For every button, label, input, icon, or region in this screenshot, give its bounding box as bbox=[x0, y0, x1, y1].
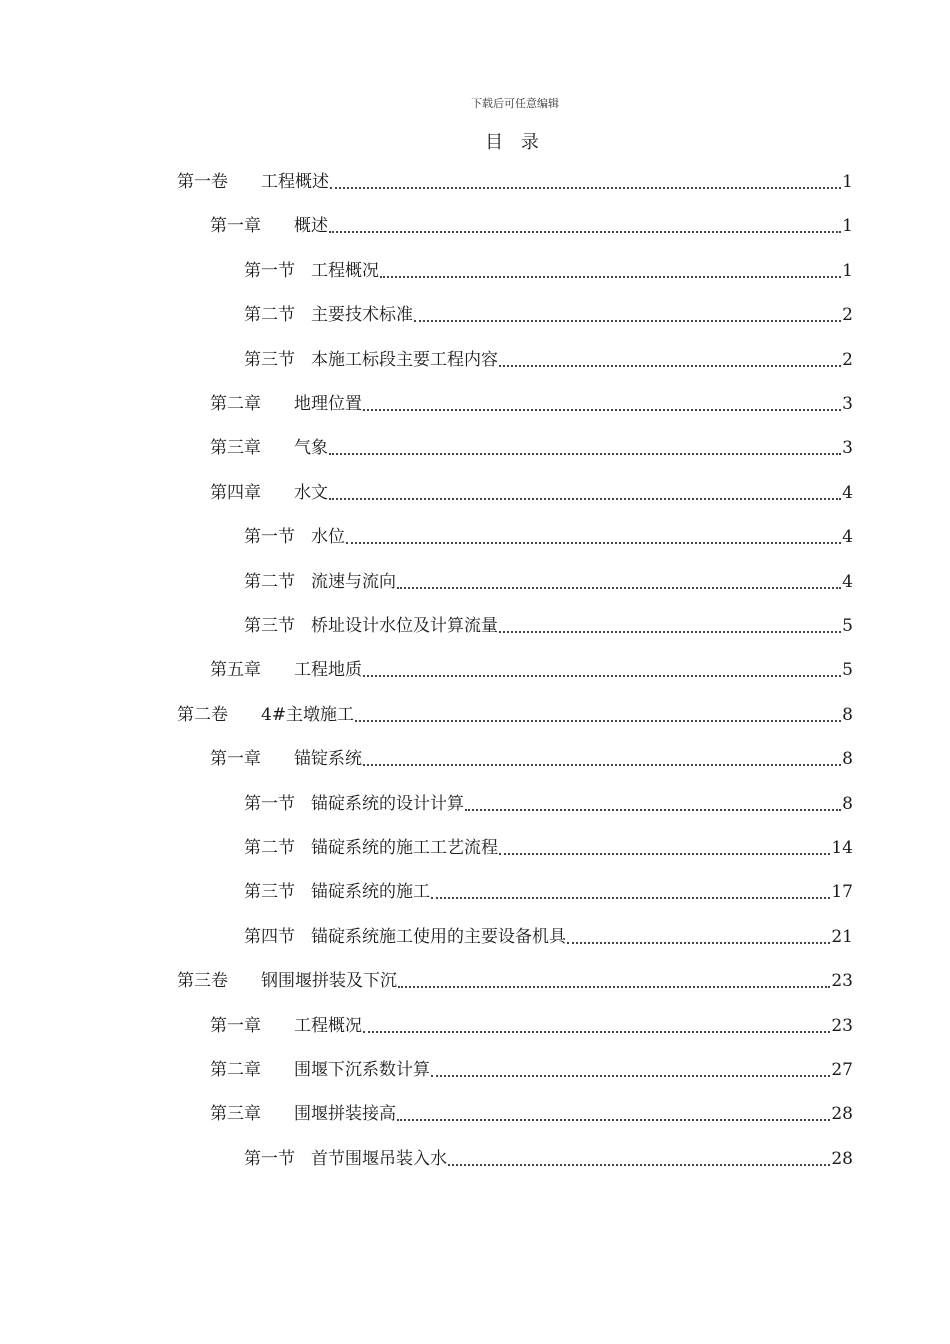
dot-leader bbox=[329, 498, 841, 500]
toc-entry-page: 17 bbox=[831, 882, 853, 903]
toc-entry-title: 水文 bbox=[294, 482, 328, 503]
toc-entry-number: 第一节 bbox=[244, 1148, 295, 1169]
toc-entry-number: 第三节 bbox=[244, 349, 295, 370]
toc-entry-number: 第一节 bbox=[244, 527, 295, 548]
dot-leader bbox=[330, 187, 841, 189]
toc-entry-number: 第一章 bbox=[210, 1015, 261, 1036]
toc-entry-page: 21 bbox=[831, 926, 853, 947]
toc-entry-page: 3 bbox=[842, 394, 853, 414]
toc-entry-number: 第三节 bbox=[244, 882, 295, 903]
dot-leader bbox=[499, 365, 841, 367]
toc-entry-number: 第一节 bbox=[244, 260, 295, 281]
toc-entry-page: 8 bbox=[842, 749, 853, 770]
dot-leader bbox=[431, 1075, 830, 1077]
toc-entry-number: 第二章 bbox=[210, 394, 261, 414]
dot-leader bbox=[465, 809, 841, 811]
toc-entry[interactable] bbox=[210, 1012, 853, 1040]
toc-entry[interactable] bbox=[210, 479, 853, 507]
toc-entry-number: 第四节 bbox=[244, 926, 295, 947]
toc-entry-title: 锚锭系统 bbox=[294, 749, 362, 770]
toc-entry-title: 流速与流向 bbox=[311, 571, 396, 592]
toc-entry-page: 4 bbox=[842, 482, 853, 503]
toc-entry-title: 围堰拼装接高 bbox=[294, 1104, 396, 1125]
toc-entry-title: 4#主墩施工 bbox=[261, 704, 355, 725]
toc-entry[interactable] bbox=[177, 967, 853, 995]
toc-entry[interactable] bbox=[177, 701, 853, 729]
toc-entry[interactable] bbox=[244, 612, 853, 640]
toc-entry-page: 5 bbox=[842, 660, 853, 681]
toc-entry-page: 23 bbox=[831, 1015, 853, 1036]
toc-entry-title: 主要技术标准 bbox=[311, 305, 413, 326]
dot-leader bbox=[398, 986, 830, 988]
toc-entry-number: 第二章 bbox=[210, 1060, 261, 1080]
toc-entry-title: 锚碇系统施工使用的主要设备机具 bbox=[311, 926, 566, 947]
toc-entry[interactable] bbox=[244, 523, 853, 551]
dot-leader bbox=[380, 276, 841, 278]
dot-leader bbox=[414, 320, 841, 322]
toc-entry-title: 锚碇系统的施工工艺流程 bbox=[311, 838, 498, 858]
toc-entry[interactable] bbox=[244, 834, 853, 862]
toc-entry-number: 第二节 bbox=[244, 305, 295, 326]
toc-entry-page: 1 bbox=[842, 172, 853, 192]
toc-entry-title: 工程概况 bbox=[311, 260, 379, 281]
toc-entry-number: 第二卷 bbox=[177, 704, 228, 725]
toc-entry-title: 工程概述 bbox=[261, 172, 329, 192]
toc-entry-title: 地理位置 bbox=[294, 394, 362, 414]
toc-entry-number: 第一章 bbox=[210, 216, 261, 237]
toc-entry-title: 钢围堰拼装及下沉 bbox=[261, 971, 397, 992]
toc-entry-page: 8 bbox=[842, 793, 853, 814]
dot-leader bbox=[567, 942, 830, 944]
toc-entry-page: 28 bbox=[831, 1104, 853, 1125]
dot-leader bbox=[448, 1164, 830, 1166]
dot-leader bbox=[355, 720, 841, 722]
dot-leader bbox=[499, 853, 830, 855]
dot-leader bbox=[397, 587, 841, 589]
toc-entry[interactable] bbox=[244, 568, 853, 596]
toc-entry-page: 2 bbox=[842, 305, 853, 326]
header-note: 下载后可任意编辑 bbox=[471, 97, 559, 110]
dot-leader bbox=[363, 409, 841, 411]
toc-entry-page: 27 bbox=[831, 1060, 853, 1080]
toc-entry-title: 锚碇系统的设计计算 bbox=[311, 793, 464, 814]
toc-entry[interactable] bbox=[244, 257, 853, 285]
dot-leader bbox=[363, 1031, 830, 1033]
toc-entry[interactable] bbox=[244, 301, 853, 329]
dot-leader bbox=[329, 231, 841, 233]
dot-leader bbox=[499, 631, 841, 633]
toc-entry-number: 第一章 bbox=[210, 749, 261, 770]
toc-entry-page: 1 bbox=[842, 260, 853, 281]
dot-leader bbox=[346, 542, 841, 544]
toc-entry-page: 4 bbox=[842, 571, 853, 592]
toc-entry-title: 首节围堰吊装入水 bbox=[311, 1148, 447, 1169]
toc-entry-page: 28 bbox=[831, 1148, 853, 1169]
toc-entry-number: 第五章 bbox=[210, 660, 261, 681]
toc-entry-page: 23 bbox=[831, 971, 853, 992]
toc-entry-page: 4 bbox=[842, 527, 853, 548]
toc-entry-title: 气象 bbox=[294, 438, 328, 459]
toc-entry-title: 水位 bbox=[311, 527, 345, 548]
toc-entry[interactable] bbox=[244, 346, 853, 374]
toc-entry-title: 概述 bbox=[294, 216, 328, 237]
toc-entry-number: 第一节 bbox=[244, 793, 295, 814]
toc-entry-title: 工程地质 bbox=[294, 660, 362, 681]
toc-entry[interactable] bbox=[210, 390, 853, 418]
toc-entry-title: 围堰下沉系数计算 bbox=[294, 1060, 430, 1080]
toc-entry-page: 14 bbox=[831, 838, 853, 858]
toc-entry[interactable] bbox=[210, 212, 853, 240]
toc-title: 目 录 bbox=[485, 132, 545, 153]
toc-entry-title: 本施工标段主要工程内容 bbox=[311, 349, 498, 370]
dot-leader bbox=[329, 453, 841, 455]
dot-leader bbox=[397, 1119, 830, 1121]
toc-entry-page: 8 bbox=[842, 704, 853, 725]
toc-entry-page: 2 bbox=[842, 349, 853, 370]
toc-entry[interactable] bbox=[244, 878, 853, 906]
toc-entry-number: 第二节 bbox=[244, 838, 295, 858]
dot-leader bbox=[431, 897, 830, 899]
toc-entry-number: 第三节 bbox=[244, 616, 295, 636]
dot-leader bbox=[363, 675, 841, 677]
toc-entry[interactable] bbox=[210, 745, 853, 773]
toc-entry-page: 5 bbox=[842, 616, 853, 636]
toc-entry-title: 锚碇系统的施工 bbox=[311, 882, 430, 903]
toc-entry[interactable] bbox=[210, 656, 853, 684]
toc-entry-number: 第三卷 bbox=[177, 971, 228, 992]
toc-entry-title: 桥址设计水位及计算流量 bbox=[311, 616, 498, 636]
toc-entry-page: 1 bbox=[842, 216, 853, 237]
toc-entry-number: 第三章 bbox=[210, 438, 261, 459]
toc-entry-number: 第三章 bbox=[210, 1104, 261, 1125]
toc-entry-page: 3 bbox=[842, 438, 853, 459]
dot-leader bbox=[363, 764, 841, 766]
toc-entry[interactable] bbox=[244, 790, 853, 818]
toc-entry[interactable] bbox=[210, 1056, 853, 1084]
toc-entry[interactable] bbox=[210, 1100, 853, 1128]
toc-entry-number: 第一卷 bbox=[177, 172, 228, 192]
toc-entry[interactable] bbox=[244, 923, 853, 951]
toc-entry-number: 第四章 bbox=[210, 482, 261, 503]
toc-entry-number: 第二节 bbox=[244, 571, 295, 592]
toc-entry[interactable] bbox=[210, 434, 853, 462]
toc-entry[interactable] bbox=[244, 1145, 853, 1173]
toc-entry[interactable] bbox=[177, 168, 853, 196]
toc-entry-title: 工程概况 bbox=[294, 1015, 362, 1036]
